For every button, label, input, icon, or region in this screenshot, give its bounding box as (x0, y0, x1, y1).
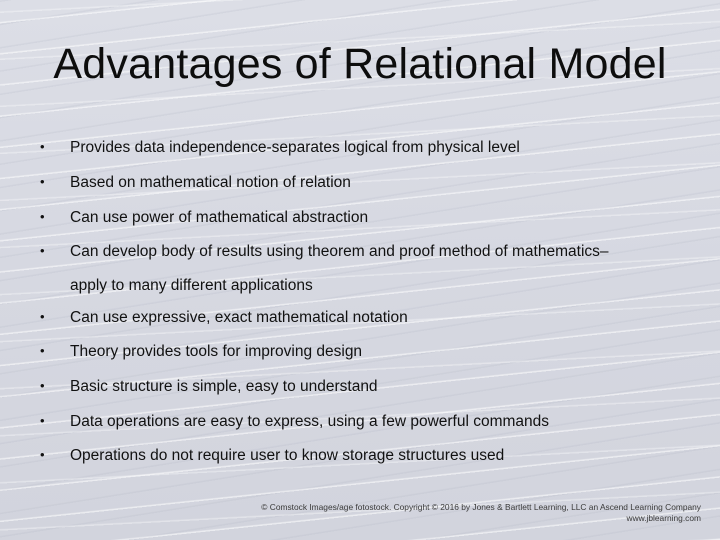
bullet-text: Operations do not require user to know storage structures used (70, 447, 505, 464)
bullet-dot: • (40, 243, 45, 258)
bullet-dot: • (40, 174, 45, 189)
bullet-text: Can use power of mathematical abstraction (70, 209, 369, 226)
bullet-continuation: apply to many different applications (70, 277, 313, 294)
slide-title: Advantages of Relational Model (53, 40, 667, 88)
credit-url: www.jblearning.com (626, 513, 701, 523)
bullet-text: Provides data independence-separates logical from physical level (70, 139, 520, 156)
bullet-dot: • (40, 413, 45, 428)
bullet-text: Theory provides tools for improving design (70, 343, 363, 360)
bullet-dot: • (40, 209, 45, 224)
bullet-dot: • (40, 139, 45, 154)
credit-line: © Comstock Images/age fotostock. Copyright © 2016 by Jones & Bartlett Learning, LLC an Ascend Learning Company (261, 502, 701, 512)
bullet-text: Can use expressive, exact mathematical notation (70, 309, 408, 326)
bullet-text: Basic structure is simple, easy to understand (70, 378, 378, 395)
bullet-dot: • (40, 343, 45, 358)
bullet-dot: • (40, 378, 45, 393)
bullet-text: Based on mathematical notion of relation (70, 174, 351, 191)
bullet-dot: • (40, 447, 45, 462)
bullet-text: Data operations are easy to express, using a few powerful commands (70, 413, 550, 430)
bullet-dot: • (40, 309, 45, 324)
bullet-text: Can develop body of results using theorem and proof method of mathematics– (70, 243, 609, 260)
copyright-credit (261, 502, 701, 524)
